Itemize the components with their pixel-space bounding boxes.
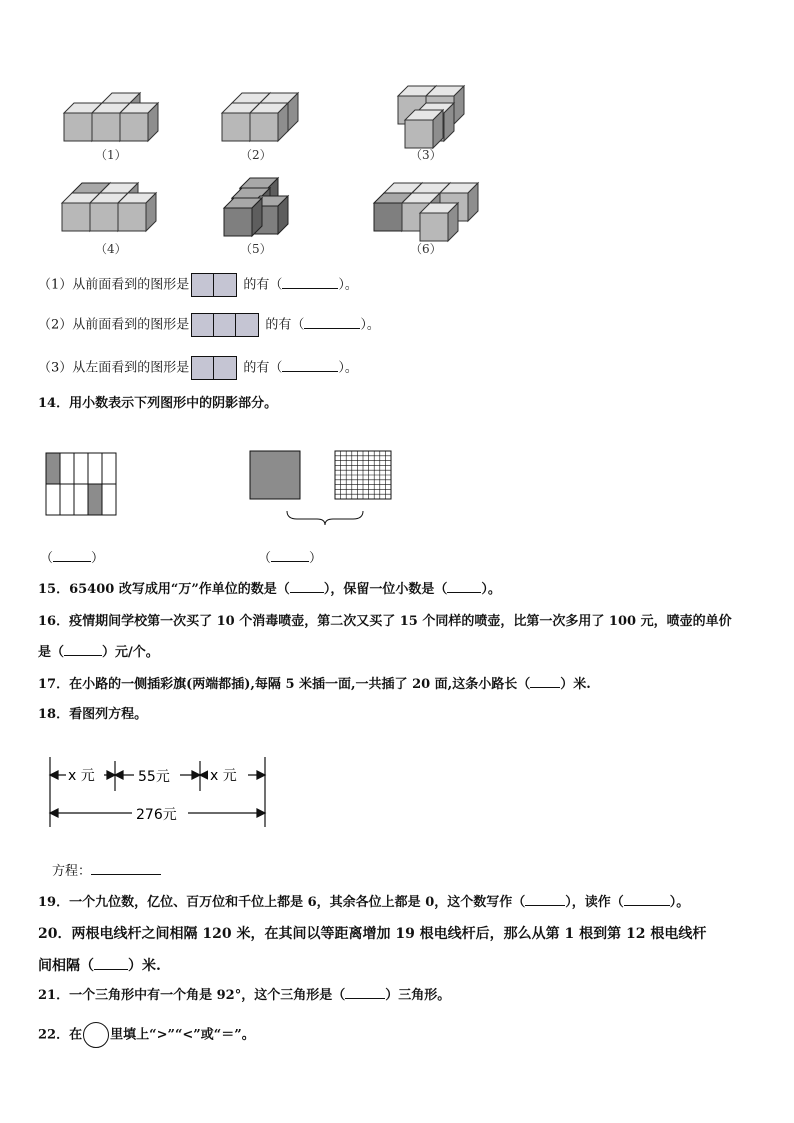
square-and-hundred-grid: [245, 445, 405, 530]
question-16-line1: 16．疫情期间学校第一次买了 10 个消毒喷壶，第二次又买了 15 个同样的喷壶，比第一次多用了 100 元，喷壶的单价: [38, 614, 732, 629]
sub-question-2: （2）从前面看到的图形是 的有（ ）。: [38, 313, 380, 337]
question-17: 17．在小路的一侧插彩旗(两端都插),每隔 5 米插一面,一共插了 20 面,这条小路长（ ）米.: [38, 677, 591, 692]
figure-caption-2: （2）: [240, 148, 272, 162]
question-20-line2: 间相隔（ ）米.: [38, 958, 161, 974]
circle-icon: [83, 1022, 109, 1048]
figure-4: [62, 183, 156, 231]
answer-blank[interactable]: [525, 893, 565, 906]
grid-2x5-figure: [40, 445, 120, 520]
view-three-squares: [191, 313, 259, 337]
view-two-squares: [191, 273, 237, 297]
line-segment-diagram: [40, 755, 280, 835]
figure-caption-3: （3）: [410, 148, 442, 162]
segment-label-total: 276元: [136, 807, 177, 823]
question-20-line1: 20．两根电线杆之间相隔 120 米，在其间以等距离增加 19 根电线杆后，那么从第 1 根到第 12 根电线杆: [38, 926, 707, 942]
answer-blank[interactable]: [64, 643, 102, 656]
figure-caption-5: （5）: [240, 242, 272, 256]
segment-label-x1: x 元: [68, 768, 95, 784]
answer-blank[interactable]: [94, 957, 128, 970]
figure-caption-6: （6）: [410, 242, 442, 256]
figure-2: [222, 93, 298, 141]
view-two-squares: [191, 356, 237, 380]
answer-blank[interactable]: [282, 276, 338, 289]
question-19: 19．一个九位数，亿位、百万位和千位上都是 6，其余各位上都是 0，这个数写作（ ），读作（ ）。: [38, 895, 690, 910]
figure-caption-4: （4）: [95, 242, 127, 256]
question-15: 15．65400 改写成用“万”作单位的数是（ ），保留一位小数是（ ）。: [38, 582, 501, 597]
segment-label-55: 55元: [138, 769, 170, 785]
answer-blank[interactable]: [290, 580, 324, 593]
answer-blank[interactable]: [304, 316, 360, 329]
q14-answer-right: （ ）: [258, 551, 323, 566]
sub-question-1: （1）从前面看到的图形是 的有（ ）。: [38, 273, 358, 297]
question-21: 21．一个三角形中有一个角是 92°，这个三角形是（ ）三角形。: [38, 988, 451, 1003]
answer-blank[interactable]: [53, 549, 91, 562]
brace: [287, 511, 363, 525]
figure-caption-1: （1）: [95, 148, 127, 162]
figure-1: [64, 93, 158, 141]
figure-6: [374, 183, 478, 241]
cube-figures: [0, 0, 794, 270]
answer-blank[interactable]: [271, 549, 309, 562]
answer-blank[interactable]: [530, 675, 560, 688]
question-16-line2: 是（ ）元/个。: [38, 645, 159, 660]
question-14: 14．用小数表示下列图形中的阴影部分。: [38, 396, 278, 411]
figure-3: [398, 86, 464, 148]
equation-line: 方程：: [52, 862, 161, 882]
sub-question-3: （3）从左面看到的图形是 的有（ ）。: [38, 356, 358, 380]
segment-label-x2: x 元: [210, 768, 237, 784]
figure-5: [224, 178, 288, 236]
answer-blank[interactable]: [447, 580, 481, 593]
question-22: 22．在 里填上“>”“<”或“＝”。: [38, 1022, 255, 1048]
q14-answer-left: （ ）: [40, 551, 105, 566]
answer-blank[interactable]: [624, 893, 670, 906]
question-18: 18．看图列方程。: [38, 707, 148, 722]
equation-blank[interactable]: [91, 862, 161, 875]
answer-blank[interactable]: [282, 359, 338, 372]
answer-blank[interactable]: [345, 986, 385, 999]
